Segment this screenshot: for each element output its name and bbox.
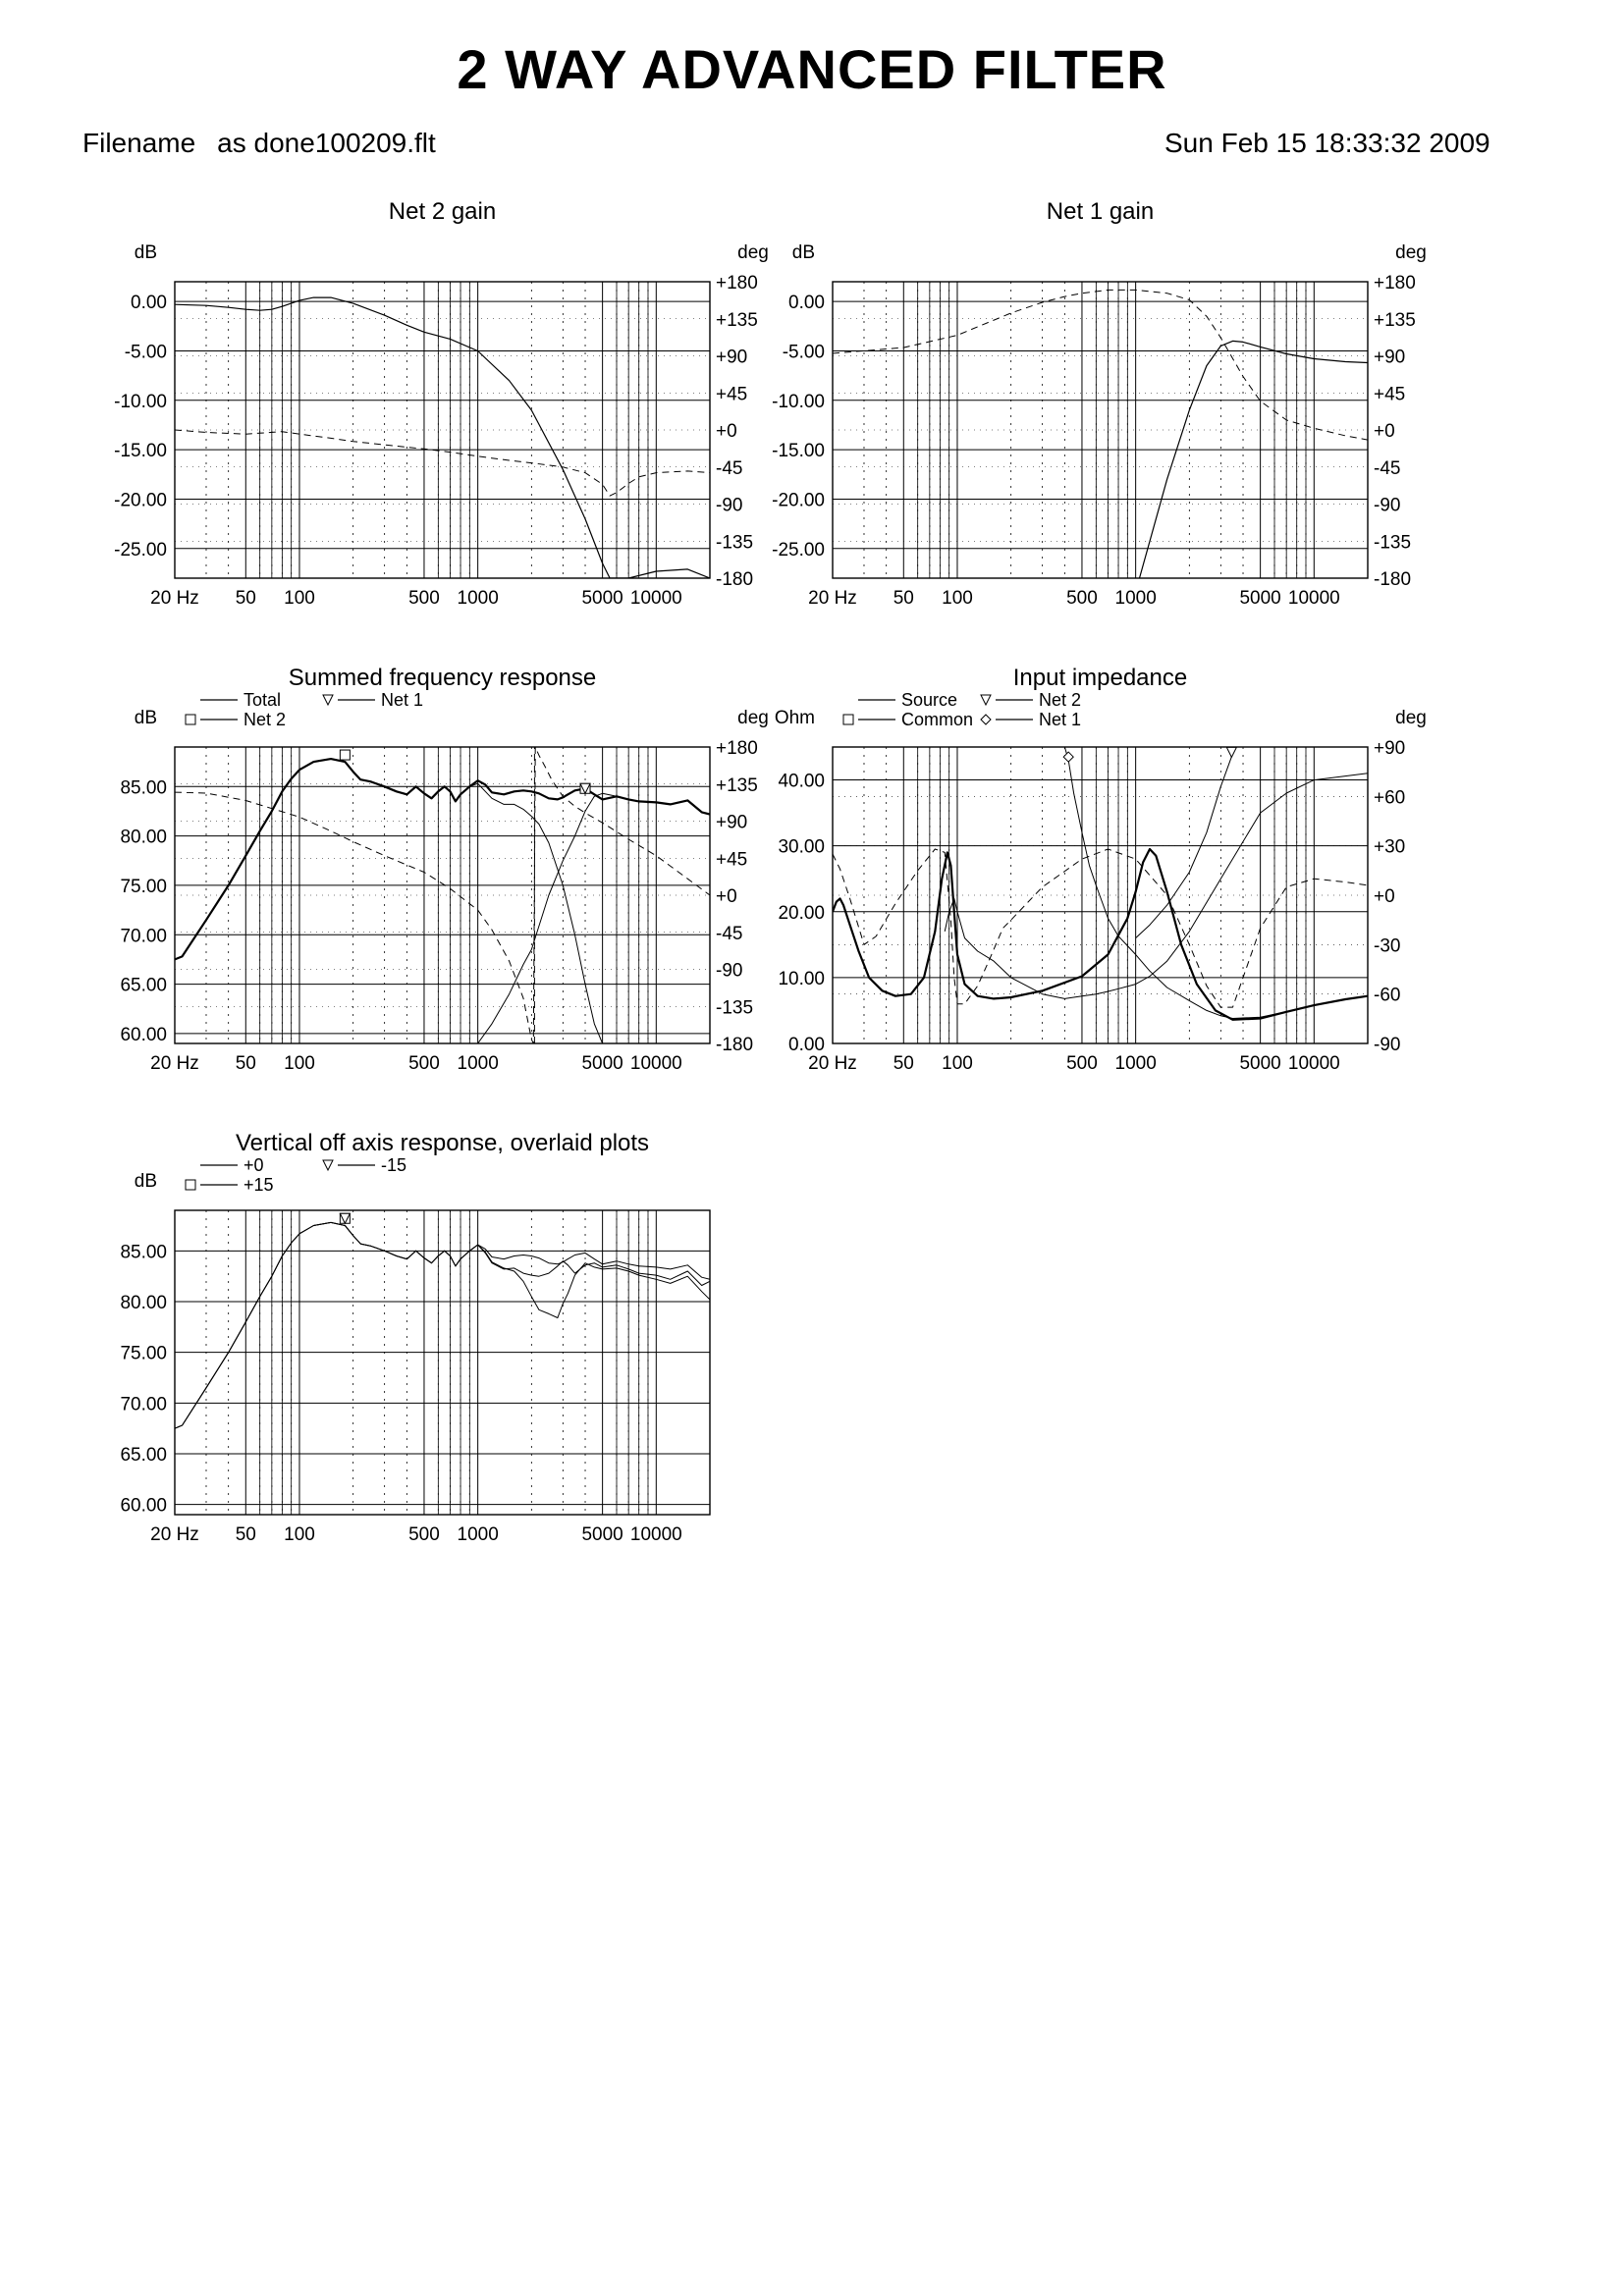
x-tick-label: 500 bbox=[408, 1053, 440, 1074]
x-tick-label: 20 Hz bbox=[150, 588, 199, 609]
legend-label: Common bbox=[901, 710, 974, 729]
series-line-phase-1 bbox=[833, 849, 1368, 1007]
x-tick-label: 100 bbox=[942, 1053, 973, 1074]
x-tick-label: 1000 bbox=[1114, 1053, 1157, 1074]
x-tick-label: 50 bbox=[235, 588, 256, 609]
x-tick-label: 20 Hz bbox=[808, 1053, 857, 1074]
plot-frame bbox=[833, 747, 1368, 1043]
x-tick-label: 100 bbox=[942, 588, 973, 609]
y2-tick-label: +90 bbox=[1374, 347, 1406, 368]
legend-label: Net 1 bbox=[381, 690, 424, 710]
y-tick-label: -5.00 bbox=[124, 342, 167, 363]
y2-tick-label: +0 bbox=[1374, 421, 1395, 442]
x-tick-label: 5000 bbox=[1239, 588, 1281, 609]
chart-net2-gain bbox=[114, 198, 769, 609]
chart-title: Input impedance bbox=[1012, 665, 1188, 691]
legend-marker-triangle bbox=[981, 695, 991, 705]
y2-tick-label: -60 bbox=[1374, 985, 1401, 1006]
legend bbox=[186, 690, 423, 729]
y2-tick-label: +0 bbox=[1374, 886, 1395, 907]
y-tick-label: 80.00 bbox=[120, 1293, 167, 1313]
x-tick-label: 20 Hz bbox=[150, 1524, 199, 1545]
x-tick-label: 20 Hz bbox=[150, 1053, 199, 1074]
y-axis-unit: dB bbox=[791, 242, 815, 263]
chart-title: Net 2 gain bbox=[388, 198, 497, 225]
legend-marker-square bbox=[843, 715, 853, 724]
chart-summed-response bbox=[120, 665, 768, 1074]
series-group bbox=[833, 747, 1368, 1020]
x-tick-label: 500 bbox=[1066, 588, 1098, 609]
series-group bbox=[175, 747, 710, 1043]
x-tick-label: 500 bbox=[408, 1524, 440, 1545]
series-marker-diamond bbox=[1063, 752, 1073, 762]
grid bbox=[833, 282, 1368, 578]
series-marker-triangle bbox=[1226, 747, 1236, 757]
y2-tick-label: +60 bbox=[1374, 787, 1406, 809]
y-tick-label: -15.00 bbox=[772, 441, 825, 462]
y-tick-label: 70.00 bbox=[120, 1394, 167, 1415]
page-title: 2 WAY ADVANCED FILTER bbox=[457, 38, 1167, 100]
y-tick-label: 70.00 bbox=[120, 926, 167, 947]
legend-marker-triangle bbox=[323, 695, 333, 705]
chart-net1-gain bbox=[772, 198, 1427, 609]
y2-tick-label: +90 bbox=[716, 347, 748, 368]
x-tick-label: 500 bbox=[408, 588, 440, 609]
y-axis-unit: dB bbox=[134, 708, 157, 728]
x-tick-label: 10000 bbox=[1287, 588, 1340, 609]
y-tick-label: -20.00 bbox=[114, 490, 167, 511]
x-tick-label: 10000 bbox=[1287, 1053, 1340, 1074]
y2-tick-label: +45 bbox=[1374, 384, 1406, 405]
x-tick-label: 5000 bbox=[581, 1524, 623, 1545]
series-line-source bbox=[833, 849, 1368, 1020]
y2-tick-label: -45 bbox=[1374, 457, 1401, 479]
chart-input-impedance bbox=[775, 665, 1427, 1074]
y-tick-label: 10.00 bbox=[778, 968, 825, 989]
legend-label: -15 bbox=[381, 1155, 407, 1175]
legend bbox=[186, 1155, 406, 1195]
y-tick-label: 85.00 bbox=[120, 1242, 167, 1263]
y-tick-label: 0.00 bbox=[788, 1035, 825, 1055]
y-tick-label: 60.00 bbox=[120, 1024, 167, 1045]
series-line-net-2 bbox=[945, 774, 1368, 999]
y-tick-label: 0.00 bbox=[788, 293, 825, 314]
x-tick-label: 500 bbox=[1066, 1053, 1098, 1074]
y2-tick-label: -30 bbox=[1374, 935, 1401, 957]
y-tick-label: 40.00 bbox=[778, 771, 825, 792]
filename-value: as done100209.flt bbox=[217, 128, 436, 158]
x-tick-label: 20 Hz bbox=[808, 588, 857, 609]
legend-label: Source bbox=[901, 690, 958, 710]
grid bbox=[175, 747, 710, 1043]
legend-label: +0 bbox=[244, 1155, 264, 1175]
y-tick-label: 20.00 bbox=[778, 902, 825, 924]
grid bbox=[175, 282, 710, 578]
y2-tick-label: +30 bbox=[1374, 836, 1406, 858]
y-tick-label: 60.00 bbox=[120, 1495, 167, 1517]
series-group bbox=[833, 290, 1368, 578]
chart-title: Net 1 gain bbox=[1046, 198, 1155, 225]
y2-tick-label: -90 bbox=[1374, 1035, 1401, 1055]
y2-tick-label: +180 bbox=[716, 273, 758, 294]
y2-tick-label: -45 bbox=[716, 923, 743, 944]
y2-tick-label: -90 bbox=[1374, 495, 1401, 516]
y-tick-label: -10.00 bbox=[772, 391, 825, 412]
legend-marker-square bbox=[186, 1180, 195, 1190]
y-tick-label: 0.00 bbox=[131, 293, 167, 314]
y2-tick-label: +45 bbox=[716, 384, 748, 405]
x-tick-label: 50 bbox=[235, 1053, 256, 1074]
y2-tick-label: -135 bbox=[716, 997, 754, 1019]
series-line-1 bbox=[833, 290, 1368, 440]
series-group bbox=[175, 1222, 710, 1428]
y2-axis-unit: deg bbox=[1395, 708, 1427, 728]
plot-frame bbox=[175, 1210, 710, 1515]
y2-tick-label: -135 bbox=[716, 532, 754, 554]
x-tick-label: 5000 bbox=[581, 588, 623, 609]
y-tick-label: 30.00 bbox=[778, 836, 825, 858]
y-axis-unit: dB bbox=[134, 242, 157, 263]
y2-tick-label: +180 bbox=[1374, 273, 1416, 294]
series-line--15 bbox=[175, 1222, 710, 1428]
x-tick-label: 50 bbox=[893, 1053, 914, 1074]
series-line-total bbox=[175, 759, 710, 959]
x-tick-label: 10000 bbox=[629, 1053, 682, 1074]
y-tick-label: -15.00 bbox=[114, 441, 167, 462]
series-marker-square bbox=[340, 750, 350, 760]
filename-label: Filename bbox=[82, 128, 196, 158]
legend-marker-square bbox=[186, 715, 195, 724]
y-tick-label: -5.00 bbox=[782, 342, 825, 363]
y-tick-label: 85.00 bbox=[120, 777, 167, 799]
legend-label: Net 2 bbox=[244, 710, 287, 729]
y-tick-label: 65.00 bbox=[120, 975, 167, 996]
y2-tick-label: +180 bbox=[716, 738, 758, 759]
y-tick-label: 75.00 bbox=[120, 876, 167, 897]
y-tick-label: -25.00 bbox=[114, 539, 167, 561]
x-tick-label: 5000 bbox=[1239, 1053, 1281, 1074]
y-axis-unit: Ohm bbox=[774, 708, 815, 728]
y2-axis-unit: deg bbox=[737, 242, 769, 263]
x-tick-label: 100 bbox=[284, 1053, 315, 1074]
x-tick-label: 100 bbox=[284, 1524, 315, 1545]
y2-tick-label: -45 bbox=[716, 457, 743, 479]
plot-frame bbox=[833, 282, 1368, 578]
x-tick-label: 1000 bbox=[457, 1053, 499, 1074]
grid bbox=[175, 1210, 710, 1515]
y2-tick-label: -180 bbox=[716, 1035, 754, 1055]
y2-tick-label: +0 bbox=[716, 421, 737, 442]
chart-title: Summed frequency response bbox=[288, 665, 597, 691]
chart-title: Vertical off axis response, overlaid plots bbox=[235, 1130, 650, 1156]
y-tick-label: 80.00 bbox=[120, 827, 167, 848]
series-line-net-2 bbox=[175, 759, 606, 1043]
legend-label: Net 2 bbox=[1039, 690, 1082, 710]
y2-tick-label: +0 bbox=[716, 886, 737, 907]
y-tick-label: 65.00 bbox=[120, 1445, 167, 1466]
y-tick-label: -10.00 bbox=[114, 391, 167, 412]
x-tick-label: 10000 bbox=[629, 1524, 682, 1545]
chart-vertical-off-axis bbox=[120, 1130, 710, 1545]
y2-tick-label: -180 bbox=[1374, 569, 1412, 590]
y2-tick-label: +135 bbox=[716, 774, 758, 796]
y2-tick-label: -135 bbox=[1374, 532, 1412, 554]
legend-label: Net 1 bbox=[1039, 710, 1082, 729]
x-tick-label: 5000 bbox=[581, 1053, 623, 1074]
series-line-phase bbox=[175, 747, 710, 1043]
series-line-net-1 bbox=[478, 793, 710, 1043]
legend-marker-diamond bbox=[981, 715, 991, 724]
y2-tick-label: -180 bbox=[716, 569, 754, 590]
plot-frame bbox=[175, 747, 710, 1043]
x-tick-label: 1000 bbox=[1114, 588, 1157, 609]
series-line--0 bbox=[175, 1222, 710, 1428]
series-line--15 bbox=[175, 1222, 710, 1428]
y2-axis-unit: deg bbox=[737, 708, 769, 728]
x-tick-label: 50 bbox=[235, 1524, 256, 1545]
x-tick-label: 1000 bbox=[457, 588, 499, 609]
legend-label: Total bbox=[244, 690, 282, 710]
x-tick-label: 1000 bbox=[457, 1524, 499, 1545]
x-tick-label: 100 bbox=[284, 588, 315, 609]
series-line-0 bbox=[1140, 341, 1369, 578]
y2-tick-label: +90 bbox=[716, 812, 748, 833]
y-tick-label: -20.00 bbox=[772, 490, 825, 511]
series-line-0 bbox=[175, 297, 710, 578]
y2-tick-label: +135 bbox=[1374, 309, 1416, 331]
y2-axis-unit: deg bbox=[1395, 242, 1427, 263]
plot-frame bbox=[175, 282, 710, 578]
series-line-1 bbox=[175, 430, 710, 496]
print-date: Sun Feb 15 18:33:32 2009 bbox=[1164, 128, 1490, 158]
y-tick-label: 75.00 bbox=[120, 1343, 167, 1364]
legend-label: +15 bbox=[244, 1175, 274, 1195]
x-tick-label: 10000 bbox=[629, 588, 682, 609]
y2-tick-label: +135 bbox=[716, 309, 758, 331]
y-axis-unit: dB bbox=[134, 1171, 157, 1192]
y2-tick-label: +45 bbox=[716, 849, 748, 871]
series-group bbox=[175, 297, 710, 578]
y2-tick-label: -90 bbox=[716, 960, 743, 982]
y-tick-label: -25.00 bbox=[772, 539, 825, 561]
legend-marker-triangle bbox=[323, 1160, 333, 1170]
x-tick-label: 50 bbox=[893, 588, 914, 609]
legend bbox=[843, 690, 1081, 729]
y2-tick-label: -90 bbox=[716, 495, 743, 516]
grid bbox=[833, 747, 1368, 1043]
y2-tick-label: +90 bbox=[1374, 738, 1406, 759]
